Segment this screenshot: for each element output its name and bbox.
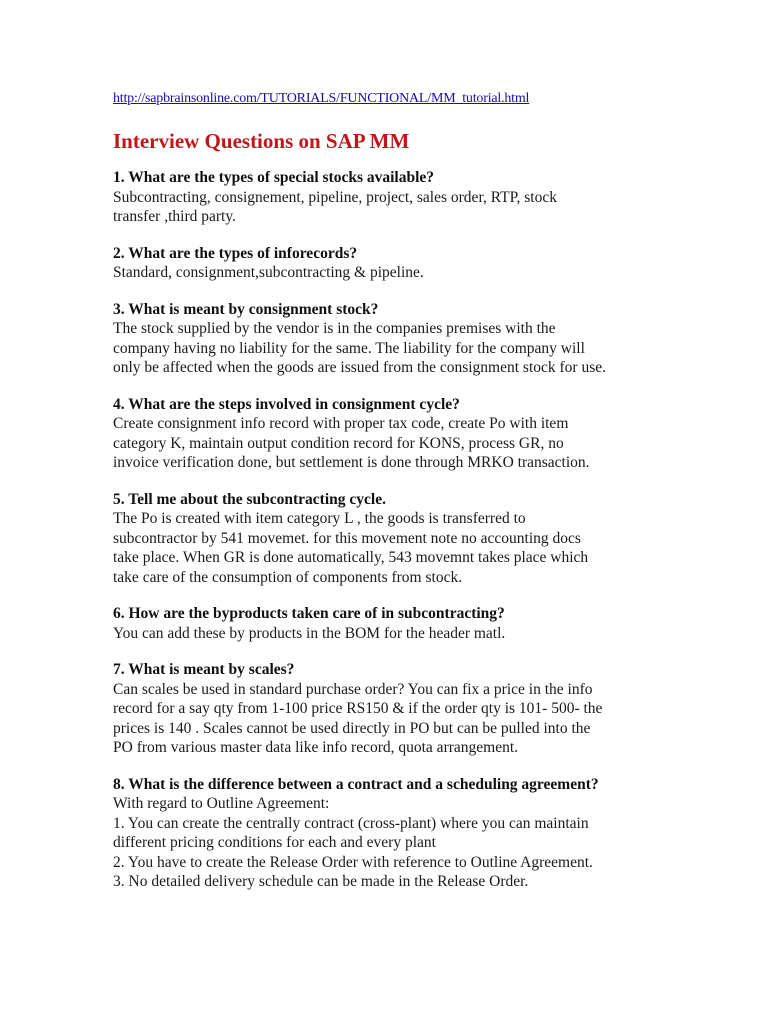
question-text: 3. What is meant by consignment stock? [113,300,379,318]
question-text: 4. What are the steps involved in consignment cycle? [113,395,460,413]
qa-item [113,300,673,378]
question-text: 7. What is meant by scales? [113,661,295,678]
answer-line: Can scales be used in standard purchase order? You can fix a price in the info [113,680,593,698]
answer-line: transfer ,third party. [113,208,236,225]
qa-item [113,490,673,588]
document-title: Interview Questions on SAP MM [113,129,410,153]
answer-line: prices is 140 . Scales cannot be used directly in PO but can be pulled into the [113,719,591,737]
answer-line: Standard, consignment,subcontracting & pipeline. [113,264,424,281]
qa-item [113,395,673,473]
answer-line: 2. You have to create the Release Order with reference to Outline Agreement. [113,853,593,871]
document-page [113,90,673,892]
question-text: 2. What are the types of inforecords? [113,244,358,262]
question-text: 5. Tell me about the subcontracting cycle. [113,490,386,508]
qa-item [113,168,673,227]
answer-line: The stock supplied by the vendor is in the companies premises with the [113,320,556,337]
answer-line: The Po is created with item category L , the goods is transferred to [113,510,526,527]
answer-line: With regard to Outline Agreement: [113,795,330,812]
answer-line: PO from various master data like info record, quota arrangement. [113,739,519,756]
answer-line: only be affected when the goods are issued from the consignment stock for use. [113,359,606,376]
qa-item [113,775,673,892]
answer-line: category K, maintain output condition record for KONS, process GR, no [113,434,564,452]
answer-line: Create consignment info record with proper tax code, create Po with item [113,415,569,432]
qa-item [113,604,673,643]
answer-line: take care of the consumption of components from stock. [113,568,463,586]
answer-line: 3. No detailed delivery schedule can be made in the Release Order. [113,873,529,890]
answer-line: You can add these by products in the BOM for the header matl. [113,624,506,642]
question-text: 1. What are the types of special stocks available? [113,169,435,186]
source-link[interactable]: http://sapbrainsonline.com/TUTORIALS/FUNCTIONAL/MM_tutorial.html [113,91,530,106]
qa-item [113,244,673,283]
question-text: 6. How are the byproducts taken care of in subcontracting? [113,605,505,622]
question-text: 8. What is the difference between a contract and a scheduling agreement? [113,775,599,793]
answer-line: different pricing conditions for each and every plant [113,834,436,851]
qa-item [113,660,673,758]
answer-line: take place. When GR is done automatically, 543 movemnt takes place which [113,549,589,566]
answer-line: record for a say qty from 1-100 price RS150 & if the order qty is 101- 500- the [113,700,603,717]
answer-line: company having no liability for the same. The liability for the company will [113,339,585,357]
qa-list [113,168,673,892]
answer-line: 1. You can create the centrally contract (cross-plant) where you can maintain [113,814,589,832]
answer-line: Subcontracting, consignement, pipeline, project, sales order, RTP, stock [113,188,557,206]
answer-line: subcontractor by 541 movemet. for this movement note no accounting docs [113,529,581,547]
answer-line: invoice verification done, but settlement is done through MRKO transaction. [113,454,590,471]
